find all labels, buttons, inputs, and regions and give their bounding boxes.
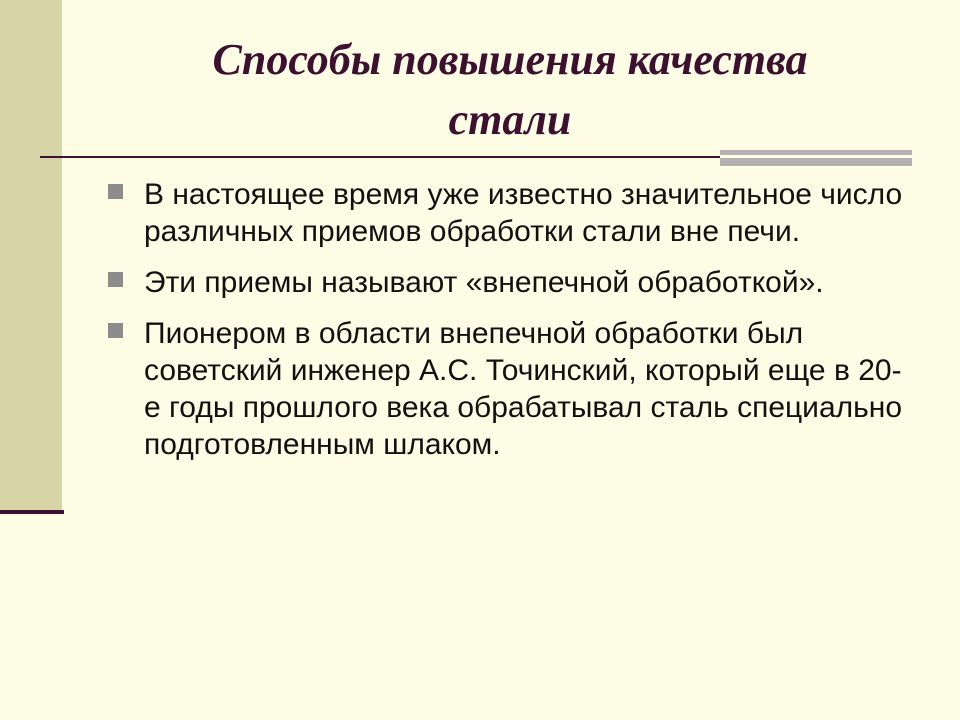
bullet-item — [106, 176, 916, 250]
bullet-list — [106, 176, 916, 477]
slide-title-line-1: Способы повышения качества — [212, 35, 808, 84]
square-bullet-icon — [108, 272, 123, 287]
title-accent-bar — [720, 150, 912, 166]
slide-title — [80, 30, 940, 150]
bullet-item — [106, 315, 916, 463]
left-band-bottom-edge — [0, 510, 64, 514]
bullet-item — [106, 264, 916, 301]
square-bullet-icon — [108, 184, 123, 199]
slide-title-line-2: стали — [448, 95, 572, 144]
left-decorative-band — [0, 0, 62, 512]
square-bullet-icon — [108, 323, 123, 338]
bullet-text: В настоящее время уже известно значительное число различных приемов обработки стали вне печи. — [144, 178, 903, 248]
bullet-text: Пионером в области внепечной обработки был советский инженер А.С. Точинский, который еще в 20-е годы прошлого века обрабатывал сталь специально подготовленным шлаком. — [144, 317, 903, 461]
bullet-text: Эти приемы называют «внепечной обработкой». — [144, 266, 824, 299]
